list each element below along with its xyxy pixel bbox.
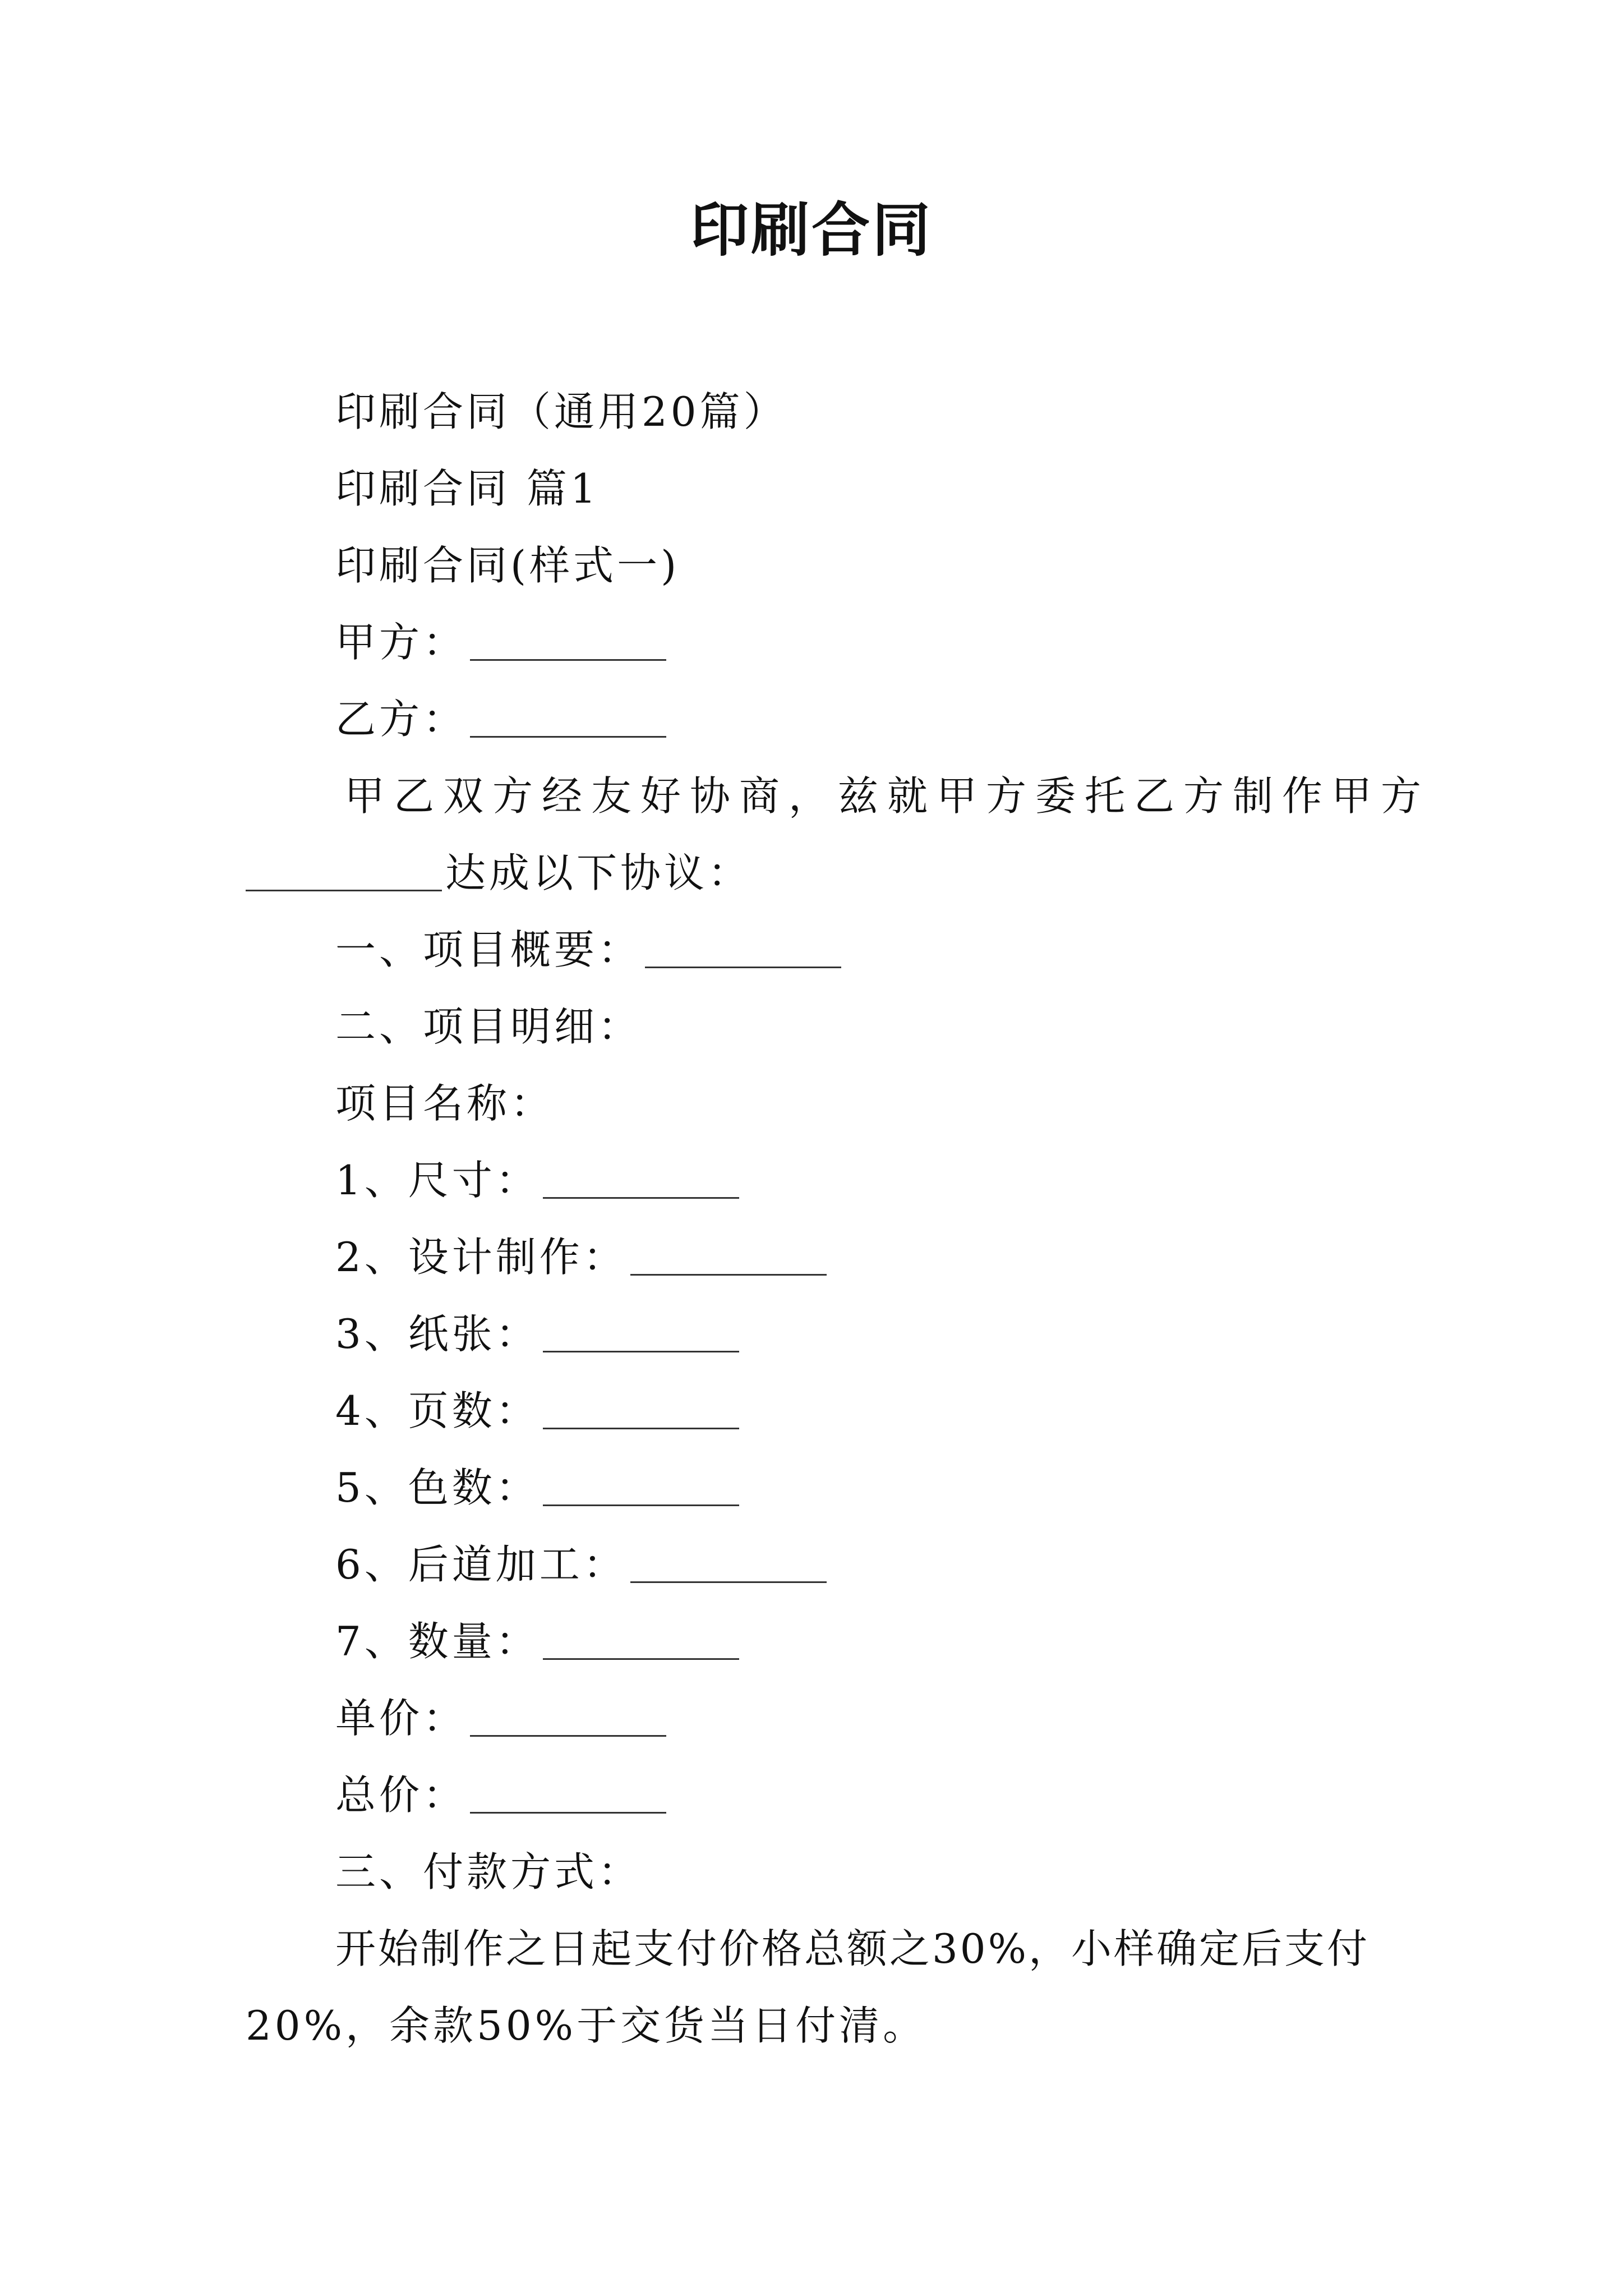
party-b-label: 乙方：	[335, 696, 467, 743]
total-price-line	[246, 1757, 1378, 1834]
detail-pages-label: 4、页数：	[335, 1387, 540, 1434]
detail-quantity-line	[246, 1603, 1378, 1680]
intro-line-2-text: 达成以下协议：	[445, 849, 752, 896]
payment-line-2: 20%，余款50%于交货当日付清。	[246, 2002, 927, 2049]
item-1-line	[246, 912, 1378, 988]
party-b-blank[interactable]	[470, 734, 666, 738]
intro-line-1: 甲乙双方经友好协商，兹就甲方委托乙方制作甲方	[344, 772, 1431, 820]
item-1-label: 一、项目概要：	[335, 926, 642, 973]
item-3-heading: 三、付款方式：	[335, 1848, 642, 1895]
detail-finishing-label: 6、后道加工：	[335, 1541, 627, 1588]
sample-heading: 印刷合同(样式一)	[335, 542, 680, 589]
unit-price-blank[interactable]	[470, 1733, 666, 1737]
party-a-blank[interactable]	[470, 657, 666, 661]
project-name-label: 项目名称：	[335, 1080, 555, 1127]
document-title: 印刷合同	[690, 195, 933, 264]
detail-colors-label: 5、色数：	[335, 1464, 540, 1511]
unit-price-line	[246, 1680, 1378, 1757]
detail-paper-line	[246, 1296, 1378, 1373]
detail-pages-line	[246, 1373, 1378, 1450]
detail-paper-label: 3、纸张：	[335, 1310, 540, 1358]
detail-finishing-blank[interactable]	[630, 1579, 827, 1583]
detail-size-label: 1、尺寸：	[335, 1157, 540, 1204]
detail-finishing-line	[246, 1526, 1378, 1603]
detail-paper-blank[interactable]	[543, 1349, 739, 1352]
total-price-blank[interactable]	[470, 1810, 666, 1814]
payment-line-1: 开始制作之日起支付价格总额之30%，小样确定后支付	[335, 1925, 1370, 1972]
detail-colors-line	[246, 1450, 1378, 1526]
party-a-line	[246, 604, 1378, 681]
item-2-heading: 二、项目明细：	[335, 1003, 642, 1050]
party-a-label: 甲方：	[335, 619, 467, 666]
detail-design-line	[246, 1219, 1378, 1296]
party-b-line	[246, 681, 1378, 758]
total-price-label: 总价：	[335, 1772, 467, 1819]
detail-size-blank[interactable]	[543, 1195, 739, 1199]
intro-blank[interactable]	[246, 887, 442, 891]
detail-design-blank[interactable]	[630, 1272, 827, 1276]
intro-line-2	[246, 835, 1378, 912]
unit-price-label: 单价：	[335, 1695, 467, 1742]
detail-design-label: 2、设计制作：	[335, 1234, 627, 1281]
subtitle: 印刷合同（通用20篇）	[335, 388, 787, 435]
detail-pages-blank[interactable]	[543, 1425, 739, 1429]
section-heading: 印刷合同 篇1	[335, 465, 600, 512]
detail-size-line	[246, 1142, 1378, 1219]
item-1-blank[interactable]	[645, 964, 841, 968]
detail-quantity-label: 7、数量：	[335, 1618, 540, 1665]
detail-colors-blank[interactable]	[543, 1502, 739, 1506]
document-body	[246, 374, 1431, 2064]
detail-quantity-blank[interactable]	[543, 1656, 739, 1660]
